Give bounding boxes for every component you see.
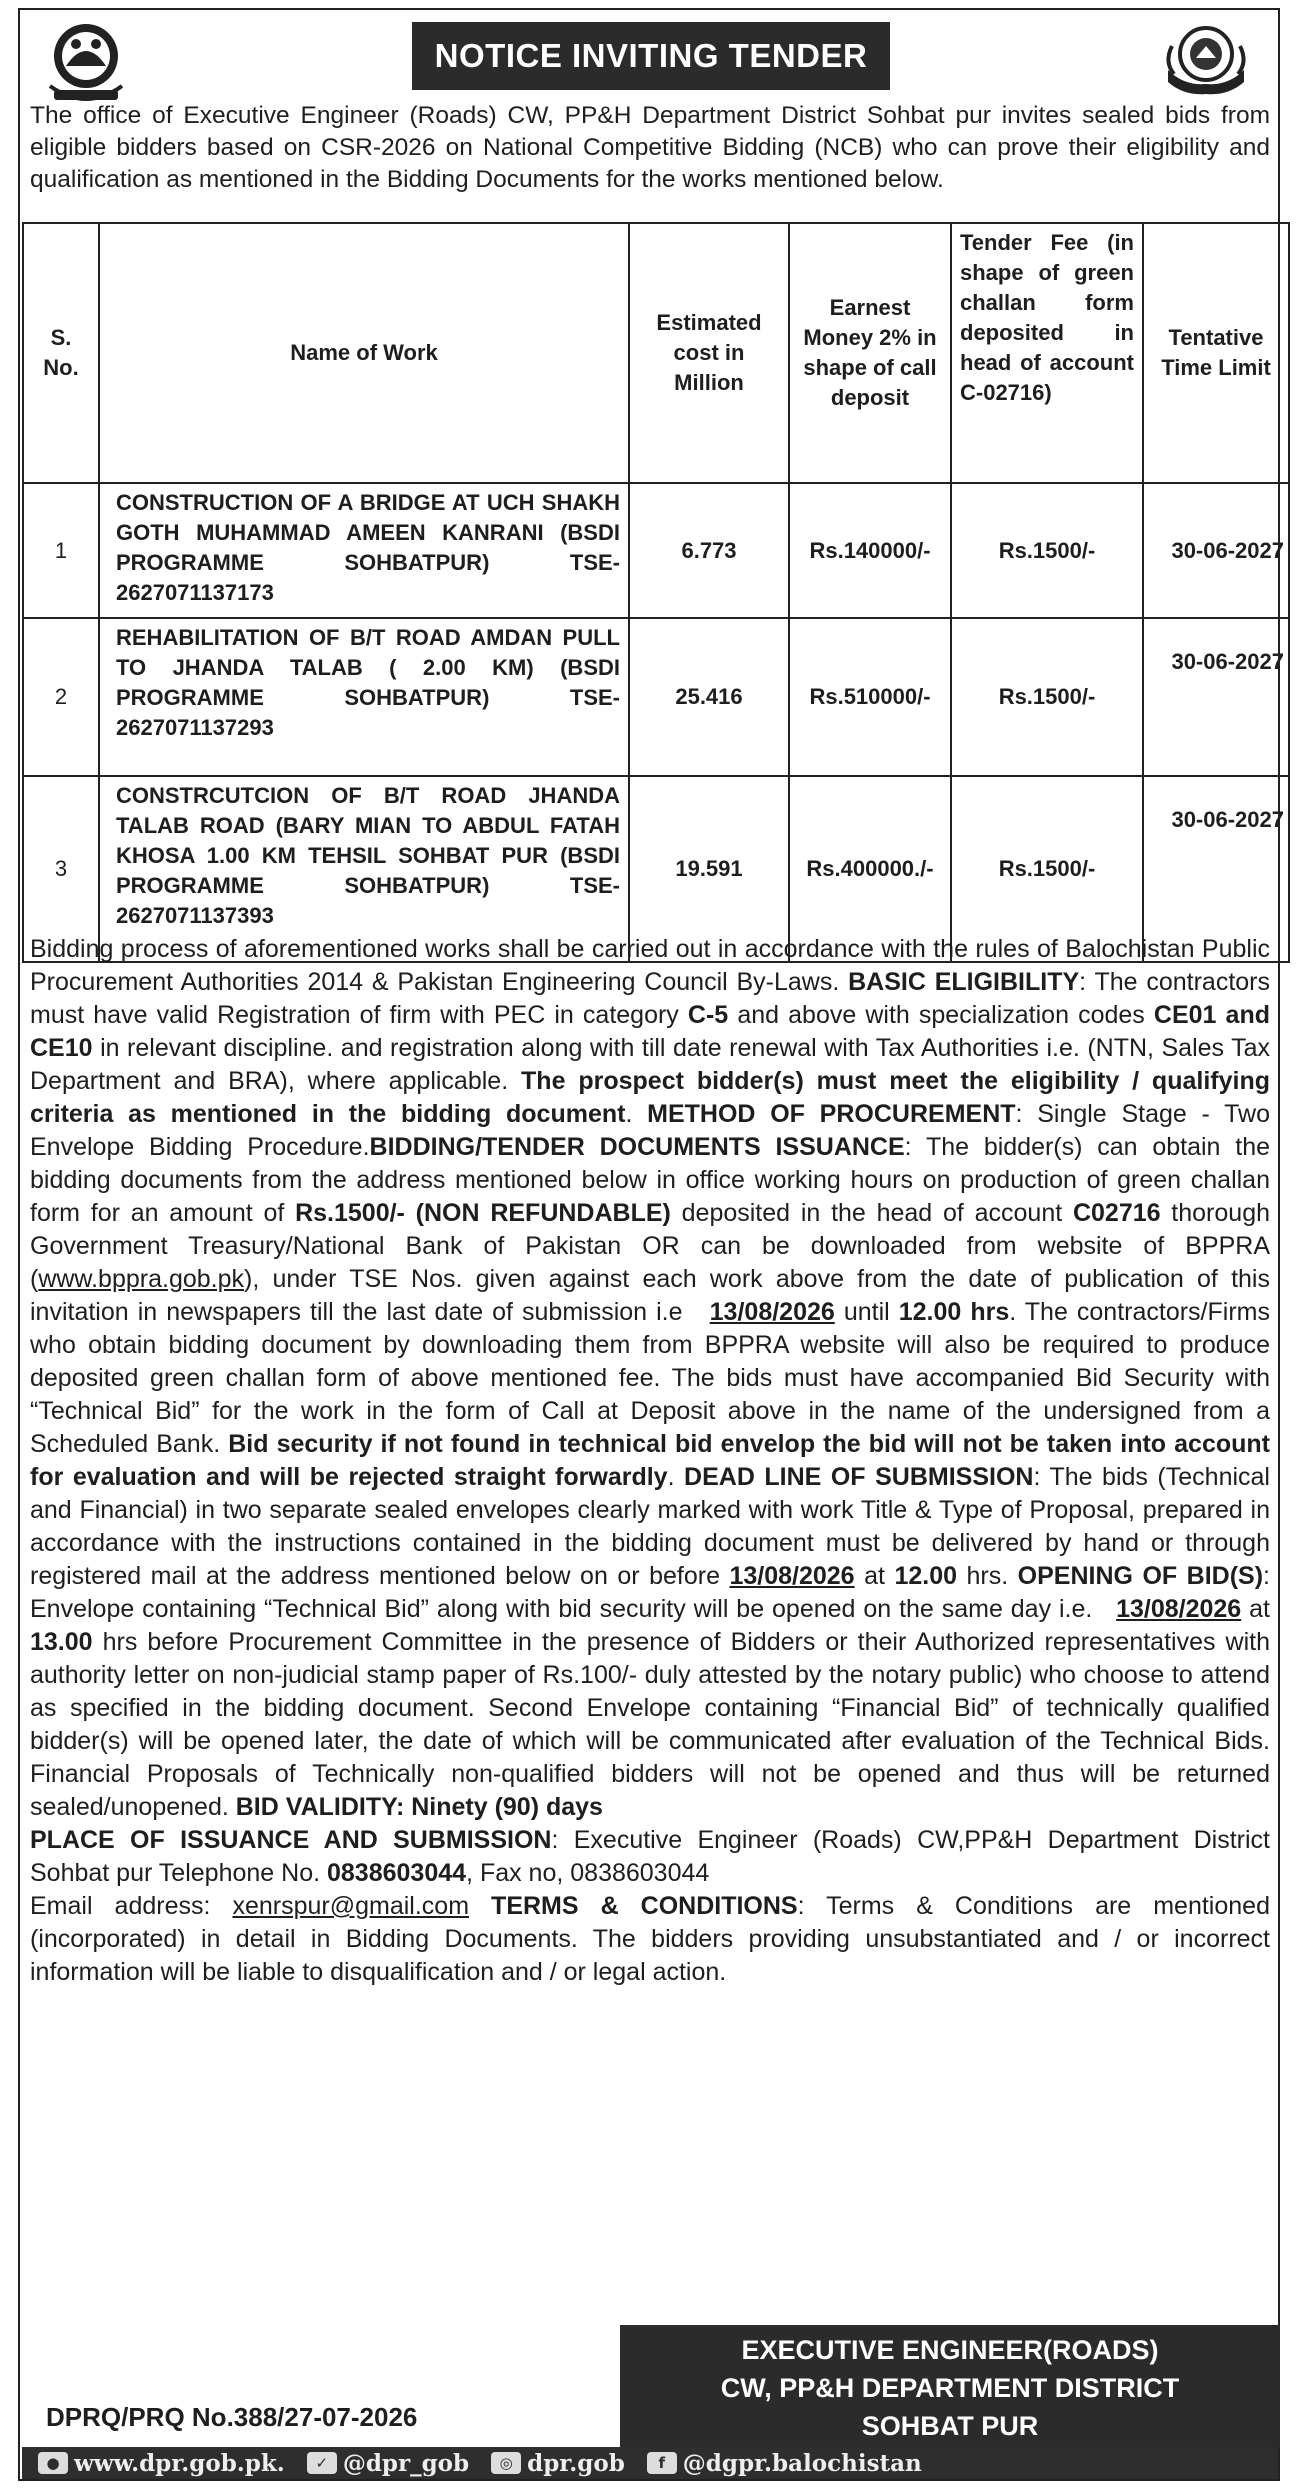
body-text-segment: thorough Government Treasury/National Bank of Pakistan OR can be downloaded from website of BPPRA ( xyxy=(30,1199,1271,1293)
cell-cost: 19.591 xyxy=(629,776,789,962)
footer-instagram-text: dpr.gob xyxy=(527,2449,625,2477)
department-seal-logo xyxy=(1160,16,1252,108)
footer-twitter[interactable] xyxy=(307,2450,469,2477)
body-text-segment: Email address: xyxy=(30,1892,233,1920)
fax-number: , Fax no, 0838603044 xyxy=(466,1859,710,1887)
header-estimated-cost: Estimated cost in Million xyxy=(629,223,789,483)
footer-twitter-text: @dpr_gob xyxy=(342,2449,470,2477)
cell-cost: 6.773 xyxy=(629,483,789,618)
body-text-segment: at xyxy=(1241,1595,1270,1623)
body-text-segment: : Executive Engineer (Roads) CW,PP&H Department District Sohbat pur Telephone No. xyxy=(30,1826,1270,1887)
cell-work-name: CONSTRUCTION OF A BRIDGE AT UCH SHAKH GOTH MUHAMMAD AMEEN KANRANI (BSDI PROGRAMME SOHBATPUR) TSE-2627071137173 xyxy=(99,483,629,618)
table-row xyxy=(23,483,1289,618)
footer-bar xyxy=(22,2447,1278,2479)
body-text-segment: Bidding process of aforementioned works shall be carried out in accordance with the rules of Balochistan Public Procurement Authorities 2014 & Pakistan Engineering Council By-Laws. xyxy=(30,935,1270,996)
opening-time: 13.00 xyxy=(30,1628,93,1656)
opening-of-bids-heading: OPENING OF BID(S) xyxy=(1017,1562,1264,1590)
header-tender-fee: Tender Fee (in shape of green challan form deposited in head of account C-02716) xyxy=(951,223,1143,483)
body-text-segment: : Envelope containing “Technical Bid” along with bid security will be opened on the same day i.e. xyxy=(30,1562,1270,1623)
header-sno: S. No. xyxy=(23,223,99,483)
footer-web-text: www.dpr.gob.pk. xyxy=(74,2449,285,2477)
body-text-segment: hrs before Procurement Committee in the presence of Bidders or their Authorized representatives with authority letter on non-judicial stamp paper of Rs.100/- duly attested by the notary public) who choose to attend as specified in the bidding document. Second Envelope containing “Financial Bid” of technically qualified bidder(s) will be opened later, the date of which will be communicated after evaluation of the Technical Bids. Financial Proposals of Technically non-qualified bidders will not be opened and thus will be returned sealed/unopened. xyxy=(30,1628,1270,1821)
body-text-segment: : Single Stage - Two Envelope Bidding Procedure. xyxy=(30,1100,1270,1161)
basic-eligibility-heading: BASIC ELIGIBILITY xyxy=(848,968,1080,996)
bid-validity-period: Ninety (90) days xyxy=(411,1793,603,1821)
table-row xyxy=(23,618,1289,776)
body-text-segment: deposited in the head of account xyxy=(670,1199,1073,1227)
cell-work-name: REHABILITATION OF B/T ROAD AMDAN PULL TO JHANDA TALAB ( 2.00 KM) (BSDI PROGRAMME SOHBATPUR) TSE- 2627071137293 xyxy=(99,618,629,776)
signature-line-1: EXECUTIVE ENGINEER(ROADS) xyxy=(741,2335,1159,2365)
body-text-segment: until xyxy=(834,1298,899,1326)
cell-fee: Rs.1500/- xyxy=(951,776,1143,962)
tender-conditions-text xyxy=(30,933,1270,1989)
documents-issuance-heading: BIDDING/TENDER DOCUMENTS ISSUANCE xyxy=(369,1133,905,1161)
cell-sno: 3 xyxy=(23,776,99,962)
signature-line-2: CW, PP&H DEPARTMENT DISTRICT xyxy=(720,2373,1180,2403)
cell-work-name: CONSTRCUTCION OF B/T ROAD JHANDA TALAB ROAD (BARY MIAN TO ABDUL FATAH KHOSA 1.00 KM TEHSIL SOHBAT PUR (BSDI PROGRAMME SOHBATPUR) TSE-2627071137393 xyxy=(99,776,629,962)
cell-sno: 1 xyxy=(23,483,99,618)
body-text-segment: : The contractors must have valid Registration of firm with PEC in category xyxy=(30,968,1270,1029)
header-earnest-money: Earnest Money 2% in shape of call deposit xyxy=(789,223,951,483)
bppra-website-link[interactable]: www.bppra.gob.pk xyxy=(38,1265,245,1293)
deadline-date: 13/08/2026 xyxy=(729,1562,855,1590)
submission-time: 12.00 hrs xyxy=(898,1298,1010,1326)
footer-instagram[interactable] xyxy=(491,2450,625,2477)
body-text-segment: : Terms & Conditions are mentioned (incorporated) in detail in Bidding Documents. The bidders providing unsubstantiated and / or incorrect information will be liable to disqualification and / or legal action. xyxy=(30,1892,1270,1986)
works-table xyxy=(22,222,1290,963)
deadline-time: 12.00 xyxy=(894,1562,957,1590)
opening-date: 13/08/2026 xyxy=(1116,1595,1242,1623)
cell-cost: 25.416 xyxy=(629,618,789,776)
bid-validity-heading: BID VALIDITY xyxy=(235,1793,396,1821)
balochistan-emblem-logo xyxy=(40,16,132,108)
body-text-segment: hrs. xyxy=(957,1562,1018,1590)
account-head: C02716 xyxy=(1072,1199,1161,1227)
terms-heading: TERMS & CONDITIONS xyxy=(491,1892,798,1920)
email-link[interactable]: xenrspur@gmail.com xyxy=(232,1892,470,1920)
pec-category: C-5 xyxy=(687,1001,729,1029)
cell-sno: 2 xyxy=(23,618,99,776)
body-text-segment: : xyxy=(395,1793,412,1821)
footer-facebook-text: @dgpr.balochistan xyxy=(682,2449,922,2477)
body-text-segment: in relevant discipline. and registration along with till date renewal with Tax Authorities i.e. (NTN, Sales Tax Department and BRA), where applicable. xyxy=(30,1034,1270,1095)
body-text-segment: ), under TSE Nos. given against each work above from the date of publication of this invitation in newspapers till the last date of submission i.e xyxy=(30,1265,1270,1326)
bid-security-note: Bid security if not found in technical bid envelop the bid will not be taken into account for evaluation and will be rejected straight forwardly xyxy=(30,1430,1270,1491)
body-text-segment: . The contractors/Firms who obtain bidding document by downloading them from BPPRA website will also be required to produce deposited green challan form of above mentioned fee. The bids must have accompanied Bid Security with “Technical Bid” for the work in the form of Call at Deposit above in the name of the undersigned from a Scheduled Bank. xyxy=(30,1298,1270,1458)
document-fee: Rs.1500/- (NON REFUNDABLE) xyxy=(295,1199,671,1227)
body-text-segment: . xyxy=(625,1100,648,1128)
header-name-of-work: Name of Work xyxy=(99,223,629,483)
cell-time: 30-06-2027 xyxy=(1143,483,1289,618)
facebook-icon: f xyxy=(647,2452,677,2474)
body-text-segment xyxy=(469,1892,491,1920)
intro-paragraph: The office of Executive Engineer (Roads) CW, PP&H Department District Sohbat pur invites sealed bids from eligible bidders based on CSR-2026 on National Competitive Bidding (NCB) who can prove their eligibility and qualification as mentioned in the Bidding Documents for the works mentioned below. xyxy=(30,102,1270,193)
body-text-segment: : The bidder(s) can obtain the bidding documents from the address mentioned below in office working hours on production of green challan form for an amount of xyxy=(30,1133,1270,1227)
body-text-segment: . xyxy=(667,1463,685,1491)
cell-time: 30-06-2027 xyxy=(1143,618,1289,776)
place-of-submission-heading: PLACE OF ISSUANCE AND SUBMISSION xyxy=(30,1826,552,1854)
method-of-procurement-heading: METHOD OF PROCUREMENT xyxy=(647,1100,1016,1128)
twitter-icon: ✓ xyxy=(307,2452,337,2474)
cell-earnest: Rs.140000/- xyxy=(789,483,951,618)
header-time-limit: Tentative Time Limit xyxy=(1143,223,1289,483)
body-text-segment: at xyxy=(854,1562,895,1590)
dprq-number: DPRQ/PRQ No.388/27-07-2026 xyxy=(46,2402,418,2432)
submission-date: 13/08/2026 xyxy=(709,1298,835,1326)
deadline-heading: DEAD LINE OF SUBMISSION xyxy=(684,1463,1034,1491)
telephone-number: 0838603044 xyxy=(327,1859,467,1887)
notice-title: NOTICE INVITING TENDER xyxy=(412,22,890,90)
globe-icon: ● xyxy=(38,2452,68,2474)
footer-facebook[interactable] xyxy=(647,2450,922,2477)
body-text-segment: : The bids (Technical and Financial) in two separate sealed envelopes clearly marked with work Title & Type of Proposal, prepared in accordance with the instructions contained in the bidding document must be delivered by hand or through registered mail at the address mentioned below on or before xyxy=(30,1463,1270,1590)
signature-block xyxy=(620,2325,1280,2447)
body-text-segment: and above with specialization codes xyxy=(728,1001,1154,1029)
cell-earnest: Rs.510000/- xyxy=(789,618,951,776)
instagram-icon: ◎ xyxy=(491,2452,521,2474)
eligibility-note: The prospect bidder(s) must meet the eligibility / qualifying criteria as mentioned in the bidding document xyxy=(30,1067,1270,1128)
cell-time: 30-06-2027 xyxy=(1143,776,1289,962)
cell-fee: Rs.1500/- xyxy=(951,483,1143,618)
cell-fee: Rs.1500/- xyxy=(951,618,1143,776)
footer-web[interactable] xyxy=(38,2450,285,2477)
table-header-row xyxy=(23,223,1289,483)
cell-earnest: Rs.400000./- xyxy=(789,776,951,962)
signature-line-3: SOHBAT PUR xyxy=(861,2411,1039,2441)
specialization-codes: CE01 and CE10 xyxy=(30,1001,1270,1062)
